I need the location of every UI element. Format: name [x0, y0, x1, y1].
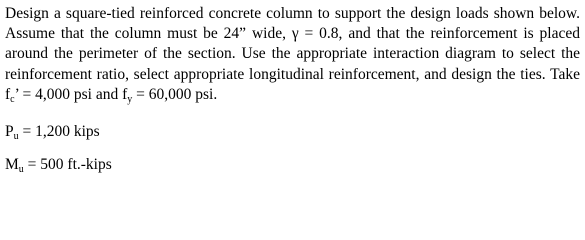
fc-subscript: c	[10, 93, 15, 105]
axial-load-value: = 1,200 kips	[18, 123, 100, 140]
problem-text-part3: = 60,000 psi.	[132, 85, 218, 103]
problem-statement	[5, 4, 580, 105]
axial-load-line	[5, 122, 100, 142]
fy-subscript: y	[127, 93, 133, 105]
moment-load-value: = 500 ft.-kips	[23, 156, 112, 173]
problem-text-part1: Design a square-tied reinforced concrete column to support the design loads shown below. Assume that the column must be 24” wide, γ = 0.8, and that the reinforcement is placed around the perimeter of the section. Use the appropriate interaction diagram to select the reinforcement ratio, select appropriate longitudinal reinforcement, and design the ties. Take f	[5, 5, 580, 103]
moment-load-subscript: u	[18, 164, 24, 175]
moment-load-line	[5, 155, 112, 175]
axial-load-symbol: P	[5, 123, 14, 140]
problem-text-part2: ’ = 4,000 psi and f	[14, 85, 128, 103]
axial-load-subscript: u	[13, 131, 19, 142]
moment-load-symbol: M	[5, 156, 19, 173]
